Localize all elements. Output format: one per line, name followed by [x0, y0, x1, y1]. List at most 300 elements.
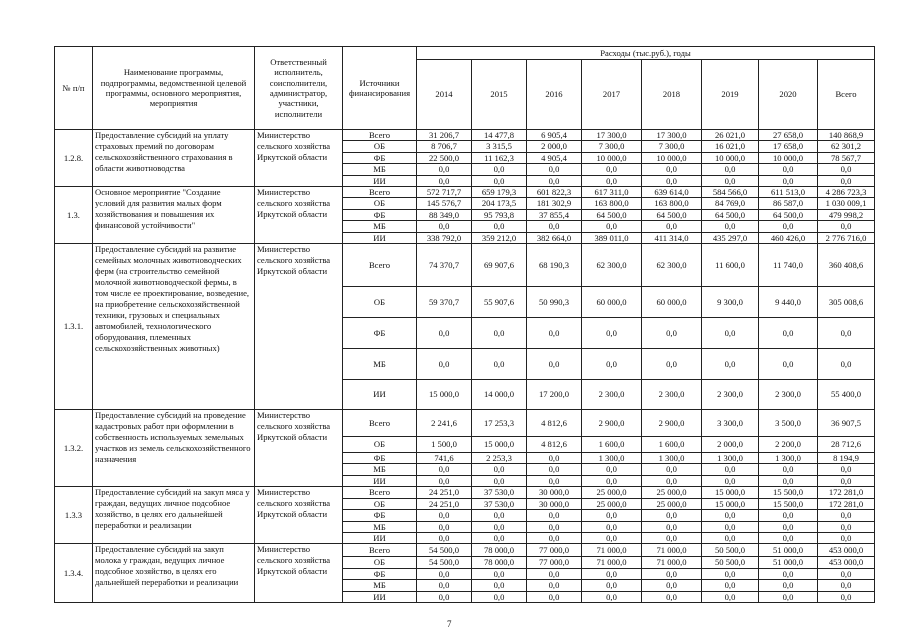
item-responsible: Министерство сельского хозяйства Иркутской области	[255, 244, 343, 410]
year-value: 27 658,0	[759, 130, 818, 141]
table-row	[55, 410, 875, 437]
year-value: 10 000,0	[582, 152, 642, 163]
header-total: Всего	[818, 60, 875, 130]
year-value: 0,0	[527, 453, 582, 464]
year-value: 17 200,0	[527, 380, 582, 410]
year-value: 0,0	[759, 510, 818, 521]
year-value: 0,0	[417, 580, 472, 591]
year-value: 0,0	[582, 175, 642, 186]
total-value: 453 000,0	[818, 544, 875, 557]
year-value: 435 297,0	[702, 232, 759, 243]
total-value: 0,0	[818, 568, 875, 579]
total-value: 453 000,0	[818, 557, 875, 568]
funding-source: ФБ	[343, 152, 417, 163]
year-value: 30 000,0	[527, 487, 582, 498]
item-number: 1.2.8.	[55, 130, 93, 187]
funding-source: ОБ	[343, 287, 417, 318]
year-value: 601 822,3	[527, 187, 582, 198]
year-value: 0,0	[472, 521, 527, 532]
year-value: 0,0	[642, 532, 702, 543]
year-value: 84 769,0	[702, 198, 759, 209]
year-value: 2 300,0	[759, 380, 818, 410]
year-value: 0,0	[642, 164, 702, 175]
year-value: 617 311,0	[582, 187, 642, 198]
year-value: 8 706,7	[417, 141, 472, 152]
year-value: 51 000,0	[759, 544, 818, 557]
table-row	[55, 130, 875, 141]
year-value: 64 500,0	[582, 209, 642, 220]
year-value: 11 740,0	[759, 244, 818, 287]
year-value: 0,0	[759, 532, 818, 543]
year-value: 0,0	[417, 591, 472, 602]
year-value: 9 300,0	[702, 287, 759, 318]
year-value: 0,0	[417, 464, 472, 475]
year-value: 2 300,0	[642, 380, 702, 410]
year-value: 88 349,0	[417, 209, 472, 220]
total-value: 8 194,9	[818, 453, 875, 464]
year-value: 0,0	[702, 475, 759, 486]
year-value: 64 500,0	[702, 209, 759, 220]
year-value: 2 253,3	[472, 453, 527, 464]
header-source: Источники финансирования	[343, 47, 417, 130]
funding-source: ФБ	[343, 568, 417, 579]
total-value: 0,0	[818, 464, 875, 475]
item-name: Предоставление субсидий на развитие семейных молочных животноводческих ферм (на строительство семейной молочной животноводческой фермы, в том числе ее проектирование, возведение, на приобретение сельскохозяйственной техники, грузовых и специальных автомобилей, технологического оборудования, племенных сельскохозяйственных животных)	[93, 244, 255, 410]
year-value: 31 206,7	[417, 130, 472, 141]
year-value: 0,0	[642, 318, 702, 349]
header-year: 2019	[702, 60, 759, 130]
table-body	[55, 130, 875, 603]
year-value: 37 530,0	[472, 498, 527, 509]
year-value: 16 021,0	[702, 141, 759, 152]
funding-source: МБ	[343, 221, 417, 232]
year-value: 181 302,9	[527, 198, 582, 209]
year-value: 0,0	[702, 532, 759, 543]
year-value: 145 576,7	[417, 198, 472, 209]
total-value: 0,0	[818, 521, 875, 532]
year-value: 17 300,0	[642, 130, 702, 141]
year-value: 71 000,0	[582, 544, 642, 557]
funding-source: ИИ	[343, 380, 417, 410]
funding-source: ФБ	[343, 209, 417, 220]
year-value: 50 500,0	[702, 557, 759, 568]
year-value: 0,0	[582, 475, 642, 486]
year-value: 62 300,0	[582, 244, 642, 287]
year-value: 59 370,7	[417, 287, 472, 318]
year-value: 0,0	[527, 464, 582, 475]
funding-source: Всего	[343, 130, 417, 141]
year-value: 0,0	[417, 349, 472, 380]
year-value: 0,0	[759, 318, 818, 349]
funding-source: МБ	[343, 521, 417, 532]
year-value: 1 300,0	[702, 453, 759, 464]
year-value: 24 251,0	[417, 487, 472, 498]
year-value: 0,0	[582, 521, 642, 532]
year-value: 0,0	[472, 349, 527, 380]
year-value: 15 000,0	[702, 487, 759, 498]
year-value: 0,0	[702, 221, 759, 232]
year-value: 0,0	[527, 532, 582, 543]
year-value: 78 000,0	[472, 544, 527, 557]
funding-source: ИИ	[343, 175, 417, 186]
year-value: 17 658,0	[759, 141, 818, 152]
year-value: 0,0	[417, 532, 472, 543]
year-value: 3 300,0	[702, 410, 759, 437]
funding-source: ФБ	[343, 510, 417, 521]
year-value: 0,0	[582, 349, 642, 380]
header-no: № п/п	[55, 47, 93, 130]
year-value: 0,0	[472, 591, 527, 602]
total-value: 0,0	[818, 510, 875, 521]
year-value: 30 000,0	[527, 498, 582, 509]
item-responsible: Министерство сельского хозяйства Иркутской области	[255, 410, 343, 487]
year-value: 0,0	[642, 475, 702, 486]
year-value: 0,0	[417, 221, 472, 232]
year-value: 0,0	[759, 175, 818, 186]
year-value: 0,0	[702, 175, 759, 186]
total-value: 0,0	[818, 580, 875, 591]
year-value: 0,0	[759, 475, 818, 486]
year-value: 55 907,6	[472, 287, 527, 318]
year-value: 54 500,0	[417, 544, 472, 557]
year-value: 0,0	[702, 464, 759, 475]
year-value: 163 800,0	[642, 198, 702, 209]
year-value: 15 500,0	[759, 498, 818, 509]
year-value: 338 792,0	[417, 232, 472, 243]
total-value: 172 281,0	[818, 487, 875, 498]
item-number: 1.3.	[55, 187, 93, 244]
funding-source: ОБ	[343, 498, 417, 509]
header-year: 2014	[417, 60, 472, 130]
year-value: 0,0	[417, 318, 472, 349]
year-value: 0,0	[472, 568, 527, 579]
year-value: 0,0	[472, 175, 527, 186]
year-value: 0,0	[582, 591, 642, 602]
year-value: 3 315,5	[472, 141, 527, 152]
year-value: 6 905,4	[527, 130, 582, 141]
year-value: 11 600,0	[702, 244, 759, 287]
total-value: 28 712,6	[818, 437, 875, 453]
header-year: 2016	[527, 60, 582, 130]
total-value: 78 567,7	[818, 152, 875, 163]
item-number: 1.3.2.	[55, 410, 93, 487]
year-value: 25 000,0	[582, 487, 642, 498]
table-header	[55, 47, 875, 130]
year-value: 37 855,4	[527, 209, 582, 220]
year-value: 1 500,0	[417, 437, 472, 453]
page-number: 7	[447, 619, 452, 629]
year-value: 0,0	[472, 475, 527, 486]
year-value: 1 300,0	[642, 453, 702, 464]
item-responsible: Министерство сельского хозяйства Иркутской области	[255, 187, 343, 244]
year-value: 0,0	[417, 175, 472, 186]
year-value: 0,0	[582, 580, 642, 591]
year-value: 15 500,0	[759, 487, 818, 498]
item-name: Основное мероприятие "Создание условий для развития малых форм хозяйствования и повышения их финансовой устойчивости"	[93, 187, 255, 244]
year-value: 14 000,0	[472, 380, 527, 410]
year-value: 0,0	[527, 591, 582, 602]
year-value: 2 200,0	[759, 437, 818, 453]
year-value: 0,0	[759, 349, 818, 380]
year-value: 0,0	[527, 568, 582, 579]
year-value: 0,0	[582, 568, 642, 579]
funding-source: Всего	[343, 187, 417, 198]
funding-source: Всего	[343, 487, 417, 498]
year-value: 74 370,7	[417, 244, 472, 287]
total-value: 62 301,2	[818, 141, 875, 152]
table-row	[55, 187, 875, 198]
year-value: 7 300,0	[582, 141, 642, 152]
year-value: 78 000,0	[472, 557, 527, 568]
total-value: 36 907,5	[818, 410, 875, 437]
funding-source: Всего	[343, 544, 417, 557]
year-value: 0,0	[417, 475, 472, 486]
year-value: 2 300,0	[582, 380, 642, 410]
funding-source: ОБ	[343, 437, 417, 453]
year-value: 26 021,0	[702, 130, 759, 141]
year-value: 460 426,0	[759, 232, 818, 243]
funding-source: ФБ	[343, 318, 417, 349]
funding-source: ИИ	[343, 475, 417, 486]
total-value: 172 281,0	[818, 498, 875, 509]
year-value: 0,0	[582, 532, 642, 543]
total-value: 2 776 716,0	[818, 232, 875, 243]
year-value: 2 241,6	[417, 410, 472, 437]
item-responsible: Министерство сельского хозяйства Иркутской области	[255, 544, 343, 603]
year-value: 204 173,5	[472, 198, 527, 209]
total-value: 479 998,2	[818, 209, 875, 220]
year-value: 0,0	[472, 532, 527, 543]
year-value: 0,0	[702, 164, 759, 175]
year-value: 0,0	[642, 221, 702, 232]
year-value: 4 905,4	[527, 152, 582, 163]
year-value: 0,0	[527, 521, 582, 532]
funding-source: ФБ	[343, 453, 417, 464]
year-value: 2 900,0	[582, 410, 642, 437]
year-value: 0,0	[642, 580, 702, 591]
funding-source: МБ	[343, 464, 417, 475]
year-value: 0,0	[642, 591, 702, 602]
year-value: 0,0	[527, 349, 582, 380]
year-value: 0,0	[527, 164, 582, 175]
total-value: 0,0	[818, 318, 875, 349]
year-value: 71 000,0	[642, 544, 702, 557]
header-name: Наименование программы, подпрограммы, ведомственной целевой программы, основного мероприятия, мероприятия	[93, 47, 255, 130]
year-value: 639 614,0	[642, 187, 702, 198]
year-value: 2 300,0	[702, 380, 759, 410]
year-value: 86 587,0	[759, 198, 818, 209]
funding-source: МБ	[343, 580, 417, 591]
year-value: 25 000,0	[642, 487, 702, 498]
year-value: 4 812,6	[527, 437, 582, 453]
table-row	[55, 244, 875, 287]
year-value: 24 251,0	[417, 498, 472, 509]
year-value: 22 500,0	[417, 152, 472, 163]
year-value: 389 011,0	[582, 232, 642, 243]
year-value: 572 717,7	[417, 187, 472, 198]
total-value: 140 868,9	[818, 130, 875, 141]
year-value: 25 000,0	[642, 498, 702, 509]
year-value: 0,0	[417, 568, 472, 579]
year-value: 0,0	[472, 510, 527, 521]
year-value: 0,0	[417, 521, 472, 532]
year-value: 0,0	[527, 510, 582, 521]
year-value: 584 566,0	[702, 187, 759, 198]
total-value: 0,0	[818, 221, 875, 232]
year-value: 17 253,3	[472, 410, 527, 437]
year-value: 15 000,0	[417, 380, 472, 410]
year-value: 0,0	[642, 510, 702, 521]
header-responsible: Ответственный исполнитель, соисполнители, администратор, участники, исполнители	[255, 47, 343, 130]
item-responsible: Министерство сельского хозяйства Иркутской области	[255, 130, 343, 187]
year-value: 0,0	[527, 580, 582, 591]
item-name: Предоставление субсидий на закуп молока у граждан, ведущих личное подсобное хозяйство, в целях его дальнейшей переработки и реализации	[93, 544, 255, 603]
year-value: 1 600,0	[642, 437, 702, 453]
funding-source: ОБ	[343, 141, 417, 152]
total-value: 0,0	[818, 532, 875, 543]
year-value: 0,0	[702, 568, 759, 579]
year-value: 0,0	[702, 318, 759, 349]
total-value: 0,0	[818, 475, 875, 486]
item-name: Предоставление субсидий на закуп мяса у граждан, ведущих личное подсобное хозяйство, в целях его дальнейшей переработки и реализации	[93, 487, 255, 544]
year-value: 17 300,0	[582, 130, 642, 141]
year-value: 0,0	[642, 568, 702, 579]
year-value: 0,0	[642, 175, 702, 186]
year-value: 62 300,0	[642, 244, 702, 287]
year-value: 0,0	[702, 580, 759, 591]
year-value: 25 000,0	[582, 498, 642, 509]
year-value: 69 907,6	[472, 244, 527, 287]
year-value: 0,0	[582, 318, 642, 349]
year-value: 0,0	[527, 475, 582, 486]
year-value: 0,0	[417, 164, 472, 175]
year-value: 68 190,3	[527, 244, 582, 287]
year-value: 0,0	[642, 464, 702, 475]
year-value: 359 212,0	[472, 232, 527, 243]
year-value: 0,0	[472, 318, 527, 349]
year-value: 77 000,0	[527, 557, 582, 568]
year-value: 2 000,0	[702, 437, 759, 453]
funding-source: ИИ	[343, 591, 417, 602]
year-value: 10 000,0	[759, 152, 818, 163]
year-value: 0,0	[582, 221, 642, 232]
year-value: 0,0	[759, 521, 818, 532]
year-value: 0,0	[582, 510, 642, 521]
year-value: 37 530,0	[472, 487, 527, 498]
item-number: 1.3.3	[55, 487, 93, 544]
funding-source: ИИ	[343, 532, 417, 543]
year-value: 50 990,3	[527, 287, 582, 318]
year-value: 0,0	[759, 464, 818, 475]
year-value: 0,0	[472, 164, 527, 175]
year-value: 7 300,0	[642, 141, 702, 152]
year-value: 64 500,0	[642, 209, 702, 220]
table-row	[55, 487, 875, 498]
year-value: 77 000,0	[527, 544, 582, 557]
item-number: 1.3.1.	[55, 244, 93, 410]
year-value: 71 000,0	[642, 557, 702, 568]
year-value: 0,0	[642, 521, 702, 532]
year-value: 3 500,0	[759, 410, 818, 437]
year-value: 1 300,0	[582, 453, 642, 464]
funding-source: МБ	[343, 164, 417, 175]
year-value: 1 600,0	[582, 437, 642, 453]
year-value: 4 812,6	[527, 410, 582, 437]
year-value: 10 000,0	[702, 152, 759, 163]
year-value: 0,0	[759, 568, 818, 579]
total-value: 4 286 723,3	[818, 187, 875, 198]
total-value: 360 408,6	[818, 244, 875, 287]
year-value: 0,0	[527, 318, 582, 349]
year-value: 15 000,0	[472, 437, 527, 453]
header-year: 2020	[759, 60, 818, 130]
year-value: 0,0	[527, 221, 582, 232]
year-value: 0,0	[702, 521, 759, 532]
year-value: 54 500,0	[417, 557, 472, 568]
header-year: 2018	[642, 60, 702, 130]
table-row	[55, 544, 875, 557]
year-value: 0,0	[702, 510, 759, 521]
year-value: 60 000,0	[642, 287, 702, 318]
year-value: 0,0	[759, 591, 818, 602]
total-value: 0,0	[818, 591, 875, 602]
year-value: 0,0	[642, 349, 702, 380]
total-value: 0,0	[818, 175, 875, 186]
item-responsible: Министерство сельского хозяйства Иркутской области	[255, 487, 343, 544]
item-name: Предоставление субсидий на проведение кадастровых работ при оформлении в собственность используемых земельных участков из земель сельскохозяйственного назначения	[93, 410, 255, 487]
year-value: 9 440,0	[759, 287, 818, 318]
year-value: 0,0	[472, 221, 527, 232]
total-value: 0,0	[818, 349, 875, 380]
year-value: 741,6	[417, 453, 472, 464]
header-year: 2017	[582, 60, 642, 130]
funding-source: Всего	[343, 410, 417, 437]
funding-source: Всего	[343, 244, 417, 287]
year-value: 0,0	[759, 580, 818, 591]
year-value: 0,0	[702, 591, 759, 602]
year-value: 0,0	[759, 221, 818, 232]
year-value: 60 000,0	[582, 287, 642, 318]
year-value: 611 513,0	[759, 187, 818, 198]
year-value: 411 314,0	[642, 232, 702, 243]
year-value: 0,0	[417, 510, 472, 521]
funding-source: МБ	[343, 349, 417, 380]
year-value: 95 793,8	[472, 209, 527, 220]
year-value: 163 800,0	[582, 198, 642, 209]
total-value: 55 400,0	[818, 380, 875, 410]
item-number: 1.3.4.	[55, 544, 93, 603]
budget-table	[54, 46, 875, 603]
year-value: 14 477,8	[472, 130, 527, 141]
year-value: 71 000,0	[582, 557, 642, 568]
header-year: 2015	[472, 60, 527, 130]
total-value: 0,0	[818, 164, 875, 175]
year-value: 0,0	[702, 349, 759, 380]
item-name: Предоставление субсидий на уплату страховых премий по договорам сельскохозяйственного страхования в области животноводства	[93, 130, 255, 187]
funding-source: ИИ	[343, 232, 417, 243]
year-value: 0,0	[472, 464, 527, 475]
total-value: 1 030 009,1	[818, 198, 875, 209]
year-value: 10 000,0	[642, 152, 702, 163]
year-value: 0,0	[472, 580, 527, 591]
year-value: 0,0	[759, 164, 818, 175]
funding-source: ОБ	[343, 557, 417, 568]
year-value: 51 000,0	[759, 557, 818, 568]
year-value: 382 664,0	[527, 232, 582, 243]
year-value: 50 500,0	[702, 544, 759, 557]
header-expenses: Расходы (тыс.руб.), годы	[417, 47, 875, 60]
total-value: 305 008,6	[818, 287, 875, 318]
